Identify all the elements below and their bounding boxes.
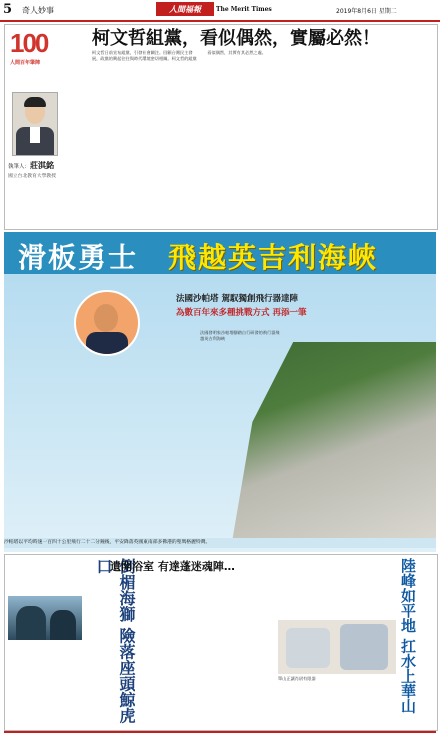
skate-subheading-2: 為數百年來多種挑戰方式 再添一筆 [176,308,307,318]
bath-caption: 單山正讓肖尉有限器 [278,676,316,681]
skate-title-right: 飛越英吉利海峽 [168,241,379,274]
portrait-shirt [30,127,40,143]
bath-photo [278,620,396,674]
skate-title-left: 滑板勇士 [18,241,139,274]
issue-date: 2019年8月6日 星期二 [336,8,397,15]
mountain-headline: 陸峰如平地 扛水上華山 [399,558,417,714]
skate-subheading-1: 法國沙帕塔 駕馭獨創飛行器達陣 [176,294,298,304]
portrait-hair [24,97,46,107]
whale-headline: 倒楣海獅 險落座頭鯨虎口 [94,558,136,724]
author-line [8,160,54,171]
whale-photo [8,596,82,640]
bath-headline: 遺開浴室 有達蓬迷魂陣… [110,560,235,573]
century-caption: 人間百年筆陣 [10,60,41,66]
skate-caption: 沙帕塔以平均時速一百四十公里飛行二十二分鐘後，平安降落英國東南部多佛港的聖瑪格麗特灣。 [4,538,436,548]
century-number: 100 [10,28,48,58]
page-number: 5 [3,2,13,17]
author-name: 莊淇銘 [30,161,55,170]
newspaper-english-name: The Merit Times [216,6,272,13]
section-name: 奇人妙事 [22,6,54,15]
column-headline: 柯文哲組黨，看似偶然，實屬必然！ [92,28,380,49]
footer-rule [4,731,436,733]
author-portrait [12,92,58,156]
column-body: 柯文哲日前宣布組黨，引發社會關注。回顧台灣民主發展，政黨的興起往往與時代環境密切相關。柯文哲的組黨看似偶然，其實有其必然之處。 [92,50,266,61]
page-header [0,0,440,22]
author-institution: 國立台北教育大學教授 [8,174,56,179]
century-badge [10,28,72,68]
inventor-photo [74,290,140,356]
newspaper-logo: 人間福報 [156,2,214,16]
author-label: 執筆人： [8,164,31,170]
skate-body: 法國發明家沙帕塔腳踏自行研發的飛行器飛越英吉利海峽 [200,330,280,341]
